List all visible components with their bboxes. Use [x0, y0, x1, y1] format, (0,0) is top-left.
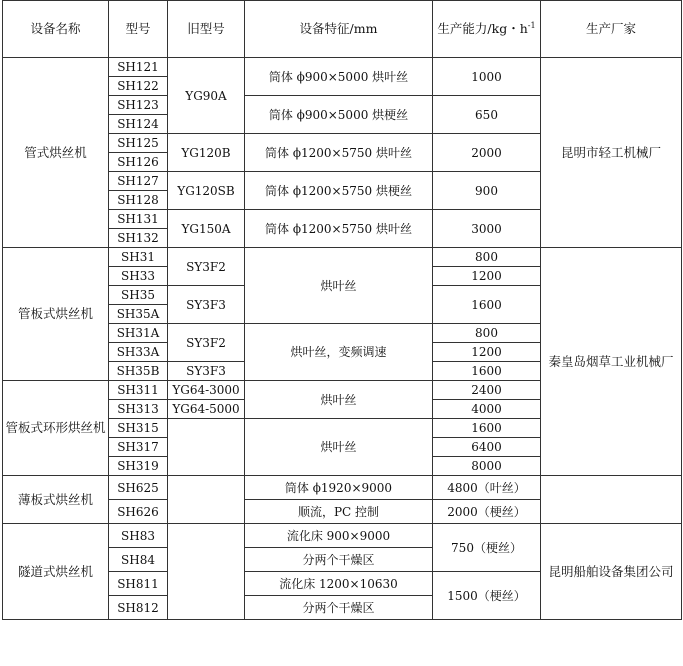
features-cell: 筒体 ϕ900×5000 烘叶丝 — [245, 58, 433, 96]
old-model-cell: SY3F2 — [168, 324, 245, 362]
model-cell: SH128 — [109, 191, 168, 210]
equipment-name-cell: 薄板式烘丝机 — [3, 476, 109, 524]
old-model-cell: YG64-3000 — [168, 381, 245, 400]
model-cell: SH126 — [109, 153, 168, 172]
model-cell: SH127 — [109, 172, 168, 191]
old-model-cell: SY3F3 — [168, 362, 245, 381]
features-cell: 流化床 1200×10630 — [245, 572, 433, 596]
capacity-cell: 1200 — [433, 343, 541, 362]
model-cell: SH33A — [109, 343, 168, 362]
model-cell: SH317 — [109, 438, 168, 457]
model-cell: SH31 — [109, 248, 168, 267]
model-cell: SH812 — [109, 596, 168, 620]
old-model-cell: SY3F3 — [168, 286, 245, 324]
table-row — [3, 476, 682, 500]
old-model-empty-cell — [168, 476, 245, 524]
model-cell: SH33 — [109, 267, 168, 286]
features-cell: 流化床 900×9000 — [245, 524, 433, 548]
model-cell: SH811 — [109, 572, 168, 596]
features-cell: 分两个干燥区 — [245, 596, 433, 620]
model-cell: SH35A — [109, 305, 168, 324]
model-cell: SH625 — [109, 476, 168, 500]
header-capacity-sup: -1 — [527, 20, 536, 30]
header-name: 设备名称 — [3, 1, 109, 58]
features-cell: 烘叶丝 — [245, 419, 433, 476]
model-cell: SH123 — [109, 96, 168, 115]
equipment-name-cell: 管式烘丝机 — [3, 58, 109, 248]
old-model-cell: YG90A — [168, 58, 245, 134]
model-cell: SH35 — [109, 286, 168, 305]
old-model-cell: YG150A — [168, 210, 245, 248]
model-cell: SH121 — [109, 58, 168, 77]
old-model-empty-cell — [168, 524, 245, 620]
equipment-name-cell: 管板式环形烘丝机 — [3, 381, 109, 476]
features-cell: 筒体 ϕ900×5000 烘梗丝 — [245, 96, 433, 134]
equipment-name-cell: 隧道式烘丝机 — [3, 524, 109, 620]
capacity-cell: 3000 — [433, 210, 541, 248]
model-cell: SH83 — [109, 524, 168, 548]
model-cell: SH313 — [109, 400, 168, 419]
capacity-cell: 2400 — [433, 381, 541, 400]
model-cell: SH131 — [109, 210, 168, 229]
header-manufacturer: 生产厂家 — [541, 1, 682, 58]
model-cell: SH315 — [109, 419, 168, 438]
model-cell: SH125 — [109, 134, 168, 153]
model-cell: SH132 — [109, 229, 168, 248]
header-capacity-text: 生产能力/kg・h — [437, 21, 528, 36]
capacity-cell: 1600 — [433, 419, 541, 438]
capacity-cell: 800 — [433, 248, 541, 267]
model-cell: SH31A — [109, 324, 168, 343]
features-cell: 筒体 ϕ1200×5750 烘梗丝 — [245, 172, 433, 210]
features-cell: 烘叶丝 — [245, 381, 433, 419]
capacity-cell: 1200 — [433, 267, 541, 286]
equipment-name-cell: 管板式烘丝机 — [3, 248, 109, 381]
old-model-empty-cell — [168, 419, 245, 476]
model-cell: SH311 — [109, 381, 168, 400]
features-cell: 烘叶丝，变频调速 — [245, 324, 433, 381]
table-row — [3, 524, 682, 548]
dryer-equipment-table — [2, 0, 682, 620]
header-capacity — [433, 1, 541, 58]
capacity-cell: 1600 — [433, 286, 541, 324]
capacity-cell: 900 — [433, 172, 541, 210]
capacity-cell: 6400 — [433, 438, 541, 457]
old-model-cell: YG64-5000 — [168, 400, 245, 419]
features-cell: 分两个干燥区 — [245, 548, 433, 572]
features-cell: 筒体 ϕ1920×9000 — [245, 476, 433, 500]
features-cell: 顺流，PC 控制 — [245, 500, 433, 524]
capacity-cell: 650 — [433, 96, 541, 134]
capacity-cell: 8000 — [433, 457, 541, 476]
header-features: 设备特征/mm — [245, 1, 433, 58]
manufacturer-cell: 秦皇岛烟草工业机械厂 — [541, 248, 682, 476]
model-cell: SH124 — [109, 115, 168, 134]
capacity-cell: 750（梗丝） — [433, 524, 541, 572]
capacity-cell: 2000 — [433, 134, 541, 172]
capacity-cell: 1600 — [433, 362, 541, 381]
manufacturer-cell: 昆明市轻工机械厂 — [541, 58, 682, 248]
model-cell: SH122 — [109, 77, 168, 96]
capacity-cell: 4800（叶丝） — [433, 476, 541, 500]
features-cell: 烘叶丝 — [245, 248, 433, 324]
features-cell: 筒体 ϕ1200×5750 烘叶丝 — [245, 210, 433, 248]
model-cell: SH319 — [109, 457, 168, 476]
capacity-cell: 800 — [433, 324, 541, 343]
capacity-cell: 4000 — [433, 400, 541, 419]
manufacturer-cell: 昆明船舶设备集团公司 — [541, 524, 682, 620]
capacity-cell: 1000 — [433, 58, 541, 96]
capacity-cell: 1500（梗丝） — [433, 572, 541, 620]
model-cell: SH626 — [109, 500, 168, 524]
model-cell: SH84 — [109, 548, 168, 572]
header-model: 型号 — [109, 1, 168, 58]
manufacturer-empty-cell — [541, 476, 682, 524]
features-cell: 筒体 ϕ1200×5750 烘叶丝 — [245, 134, 433, 172]
old-model-cell: YG120B — [168, 134, 245, 172]
old-model-cell: YG120SB — [168, 172, 245, 210]
table-row — [3, 58, 682, 77]
header-row — [3, 1, 682, 58]
model-cell: SH35B — [109, 362, 168, 381]
capacity-cell: 2000（梗丝） — [433, 500, 541, 524]
header-old-model: 旧型号 — [168, 1, 245, 58]
old-model-cell: SY3F2 — [168, 248, 245, 286]
table-row — [3, 248, 682, 267]
